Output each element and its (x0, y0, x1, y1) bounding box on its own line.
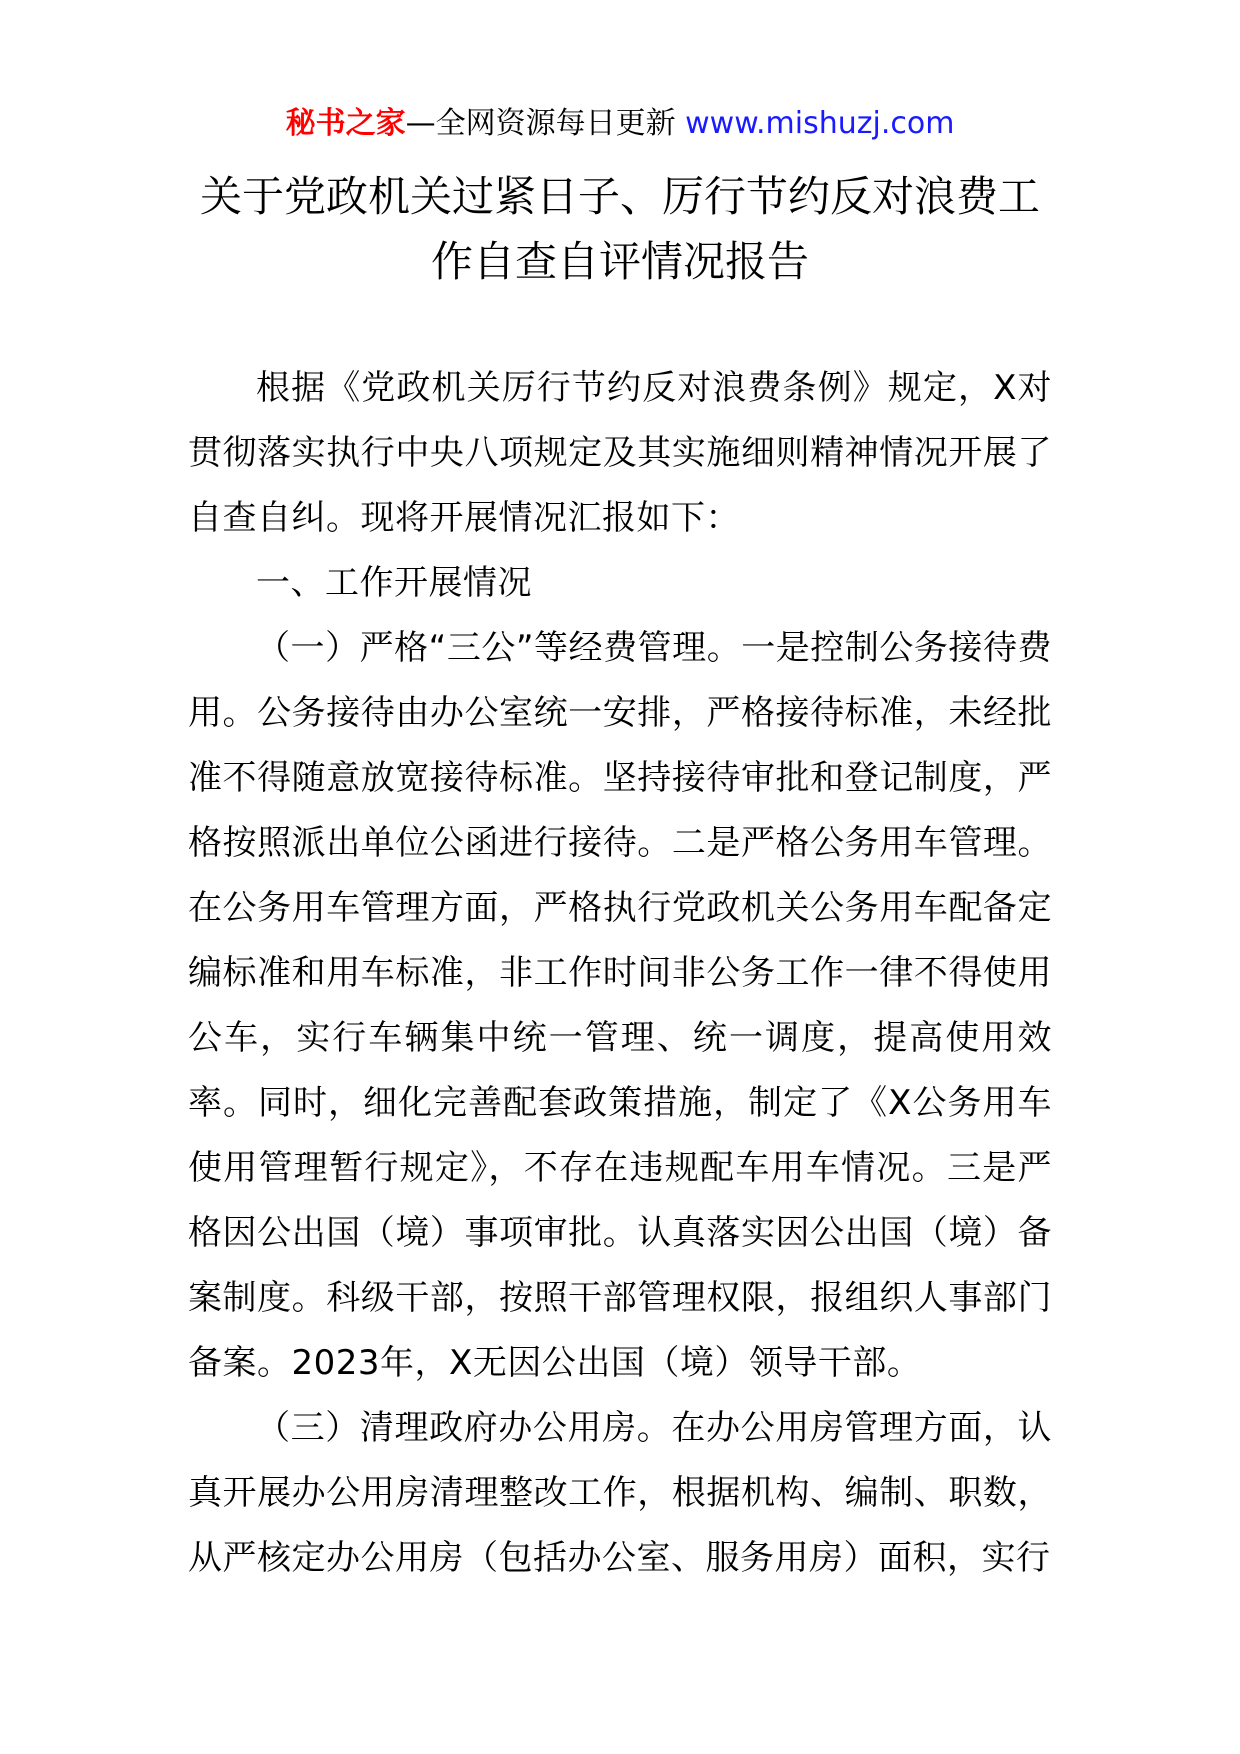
banner-brand: 秘书之家 (285, 106, 406, 141)
title-line-2: 作自查自评情况报告 (430, 237, 809, 286)
title-line-1: 关于党政机关过紧日子、厉行节约反对浪费工 (199, 172, 1040, 221)
document-title (140, 164, 1100, 294)
office-space-paragraph: （三）清理政府办公用房。在办公用房管理方面，认真开展办公用房清理整改工作，根据机构、编制、职数，从严核定办公用房（包括办公室、服务用房）面积，实行 (188, 1408, 1052, 1578)
site-banner (0, 104, 1240, 144)
banner-url[interactable]: www.mishuzj.com (685, 106, 955, 141)
document-body (188, 356, 1052, 1591)
banner-slogan: —全网资源每日更新 (405, 106, 676, 141)
expense-management-paragraph: （一）严格“三公”等经费管理。一是控制公务接待费用。公务接待由办公室统一安排，严格接待标准，未经批准不得随意放宽接待标准。坚持接待审批和登记制度，严格按照派出单位公函进行接待。二是严格公务用车管理。在公务用车管理方面，严格执行党政机关公务用车配备定编标准和用车标准，非工作时间非公务工作一律不得使用公车，实行车辆集中统一管理、统一调度，提高使用效率。同时，细化完善配套政策措施，制定了《X公务用车使用管理暂行规定》，不存在违规配车用车情况。三是严格因公出国（境）事项审批。认真落实因公出国（境）备案制度。科级干部，按照干部管理权限，报组织人事部门备案。2023年，X无因公出国（境）领导干部。 (188, 628, 1052, 1383)
intro-paragraph: 根据《党政机关厉行节约反对浪费条例》规定，X对贯彻落实执行中央八项规定及其实施细则精神情况开展了自查自纠。现将开展情况汇报如下： (188, 368, 1052, 538)
section-heading: 一、工作开展情况 (256, 563, 532, 603)
